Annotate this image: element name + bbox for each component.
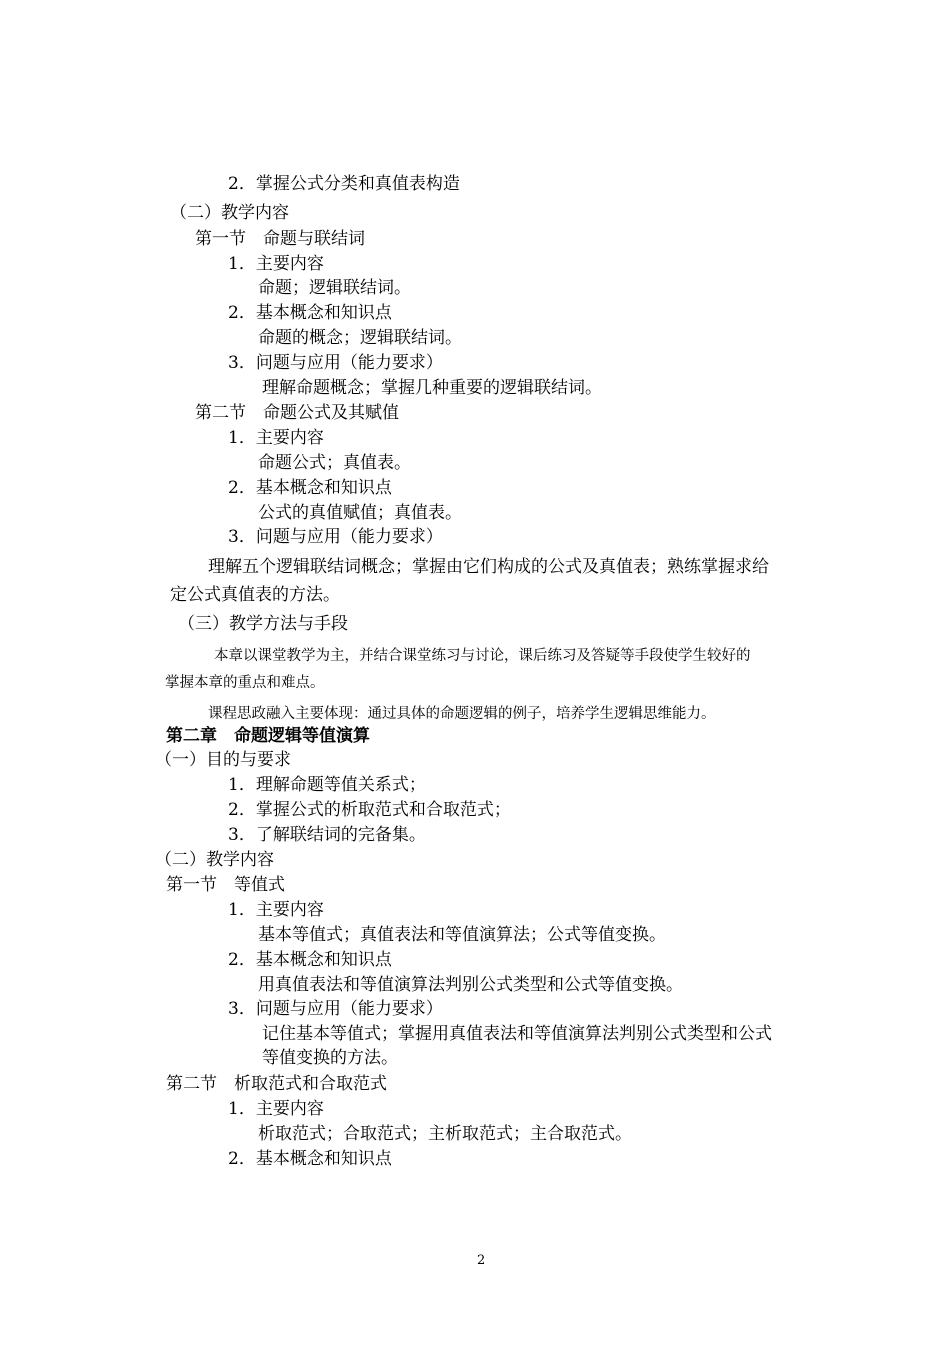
section-heading: （二）教学内容 [155, 850, 274, 870]
text-line: 基本等值式；真值表法和等值演算法；公式等值变换。 [258, 925, 666, 945]
text-line: 命题；逻辑联结词。 [258, 278, 411, 298]
text-line: 命题公式；真值表。 [258, 453, 411, 473]
subsection-heading: 第二节 析取范式和合取范式 [166, 1074, 387, 1094]
text-line: 2．基本概念和知识点 [228, 1149, 392, 1169]
subsection-heading: 第一节 等值式 [166, 875, 285, 895]
text-line: 1．理解命题等值关系式； [228, 775, 426, 795]
text-line: 公式的真值赋值；真值表。 [258, 503, 462, 523]
page-number: 2 [477, 1253, 486, 1268]
text-line: 3．问题与应用（能力要求） [228, 999, 443, 1019]
section-heading: （一）目的与要求 [155, 750, 291, 770]
text-line: 定公式真值表的方法。 [170, 585, 340, 605]
text-line: 用真值表法和等值演算法判别公式类型和公式等值变换。 [258, 975, 683, 995]
text-line: 理解五个逻辑联结词概念；掌握由它们构成的公式及真值表；熟练掌握求给 [208, 557, 769, 577]
section-heading: （三）教学方法与手段 [178, 614, 348, 634]
text-line: 2．掌握公式分类和真值表构造 [228, 174, 460, 194]
text-line: 2．基本概念和知识点 [228, 950, 392, 970]
subsection-heading: 第二节 命题公式及其赋值 [195, 403, 399, 423]
text-line: 本章以课堂教学为主，并结合课堂练习与讨论，课后练习及答疑等手段使学生较好的 [214, 648, 751, 664]
text-line: 3．问题与应用（能力要求） [228, 527, 443, 547]
text-line: 记住基本等值式；掌握用真值表法和等值演算法判别公式类型和公式 [262, 1024, 772, 1044]
text-line: 命题的概念；逻辑联结词。 [258, 328, 462, 348]
text-line: 2．掌握公式的析取范式和合取范式； [228, 800, 511, 820]
text-line: 2．基本概念和知识点 [228, 478, 392, 498]
text-line: 析取范式；合取范式；主析取范式；主合取范式。 [258, 1124, 632, 1144]
text-line: 3．问题与应用（能力要求） [228, 353, 443, 373]
text-line: 1．主要内容 [228, 428, 324, 448]
text-line: 3．了解联结词的完备集。 [228, 825, 426, 845]
text-line: 1．主要内容 [228, 254, 324, 274]
text-line: 1．主要内容 [228, 900, 324, 920]
text-line: 掌握本章的重点和难点。 [165, 675, 325, 691]
text-line: 课程思政融入主要体现：通过具体的命题逻辑的例子，培养学生逻辑思维能力。 [208, 706, 716, 722]
section-heading: （二）教学内容 [170, 203, 289, 223]
text-line: 等值变换的方法。 [262, 1048, 398, 1068]
subsection-heading: 第一节 命题与联结词 [195, 229, 365, 249]
text-line: 2．基本概念和知识点 [228, 303, 392, 323]
text-line: 1．主要内容 [228, 1099, 324, 1119]
text-line: 理解命题概念；掌握几种重要的逻辑联结词。 [262, 378, 602, 398]
chapter-heading: 第二章 命题逻辑等值演算 [166, 726, 370, 746]
